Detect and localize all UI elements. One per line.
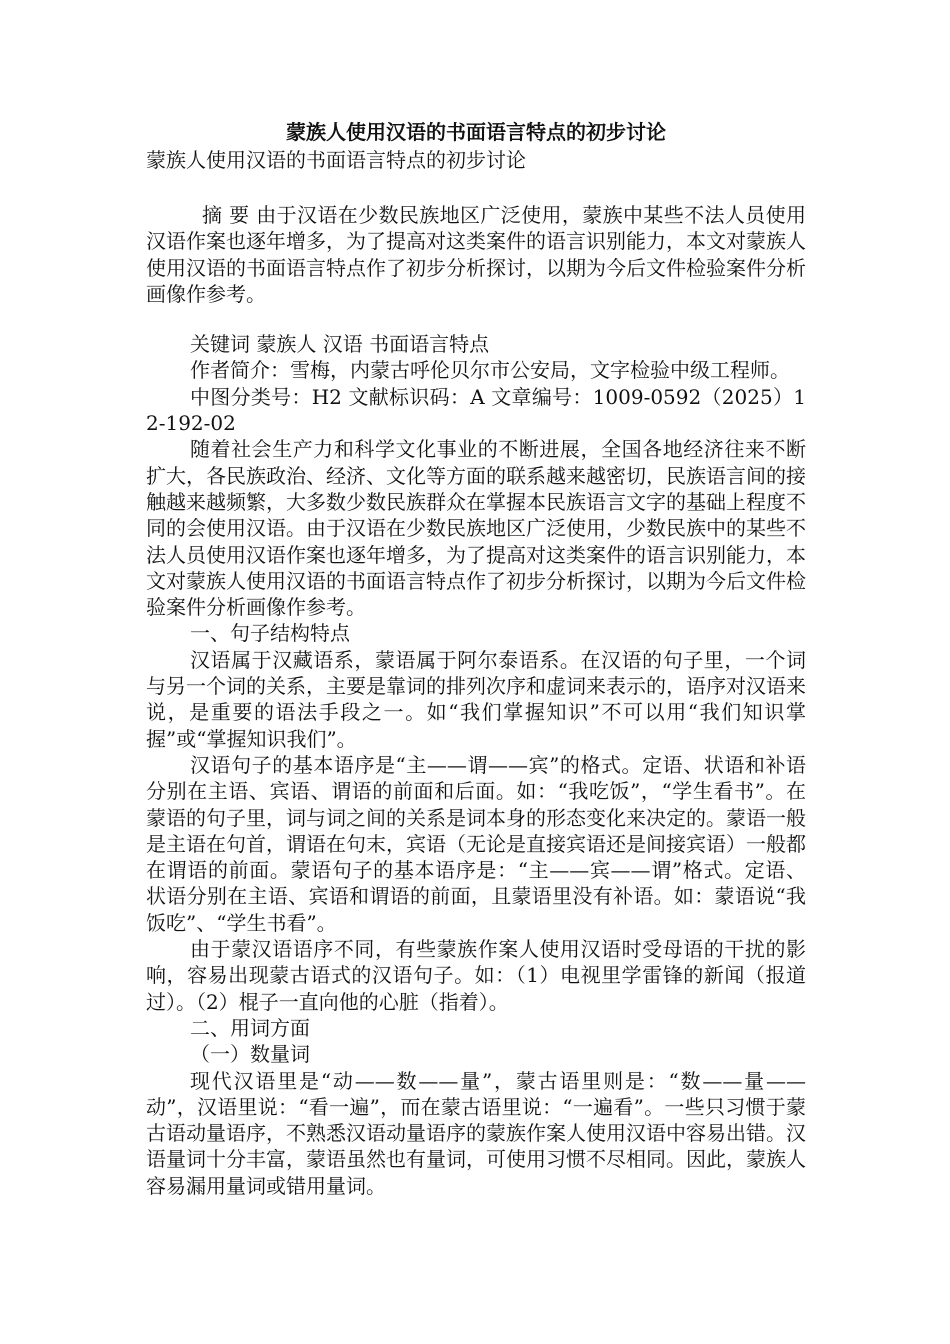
body-paragraph: 现代汉语里是“动——数——量”，蒙古语里则是：“数——量——动”，汉语里说：“看一遍”，而在蒙古语里说：“一遍看”。一些只习惯于蒙古语动量语序，不熟悉汉语动量语序的蒙族作案人使用汉语中容易出错。汉语量词十分丰富，蒙语虽然也有量词，可使用习惯不尽相同。因此，蒙族人容易漏用量词或错用量词。 xyxy=(146,1068,806,1198)
section-heading: 一、句子结构特点 xyxy=(190,621,350,646)
document-subtitle: 蒙族人使用汉语的书面语言特点的初步讨论 xyxy=(146,148,526,172)
body-paragraph: 由于蒙汉语语序不同，有些蒙族作案人使用汉语时受母语的干扰的影响，容易出现蒙古语式的汉语句子。如：（1）电视里学雷锋的新闻（报道过）。（2）棍子一直向他的心脏（指着）。 xyxy=(146,937,806,1014)
section-heading: 二、用词方面 xyxy=(190,1015,310,1040)
spacer xyxy=(146,174,806,202)
document-title: 蒙族人使用汉语的书面语言特点的初步讨论 xyxy=(286,120,666,144)
author-info: 作者简介：雪梅，内蒙古呼伦贝尔市公安局，文字检验中级工程师。 xyxy=(190,358,790,383)
subsection-heading: （一）数量词 xyxy=(190,1042,310,1067)
keywords: 关键词 蒙族人 汉语 书面语言特点 xyxy=(190,332,490,357)
spacer xyxy=(146,307,806,331)
classification-info: 中图分类号：H2 文献标识码：A 文章编号：1009-0592（2025）12-192-02 xyxy=(146,384,806,436)
document-page xyxy=(146,118,806,1199)
body-paragraph: 汉语属于汉藏语系，蒙语属于阿尔泰语系。在汉语的句子里，一个词与另一个词的关系，主要是靠词的排列次序和虚词来表示的，语序对汉语来说，是重要的语法手段之一。如“我们掌握知识”不可以用“我们知识掌握”或“掌握知识我们”。 xyxy=(146,647,806,751)
abstract: 摘 要 由于汉语在少数民族地区广泛使用，蒙族中某些不法人员使用汉语作案也逐年增多，为了提高对这类案件的语言识别能力，本文对蒙族人使用汉语的书面语言特点作了初步分析探讨，以期为今后文件检验案件分析画像作参考。 xyxy=(146,203,806,306)
body-paragraph: 随着社会生产力和科学文化事业的不断进展，全国各地经济往来不断扩大，各民族政治、经济、文化等方面的联系越来越密切，民族语言间的接触越来越频繁，大多数少数民族群众在掌握本民族语言文字的基础上程度不同的会使用汉语。由于汉语在少数民族地区广泛使用，少数民族中的某些不法人员使用汉语作案也逐年增多，为了提高对这类案件的语言识别能力，本文对蒙族人使用汉语的书面语言特点作了初步分析探讨，以期为今后文件检验案件分析画像作参考。 xyxy=(146,437,806,620)
body-paragraph: 汉语句子的基本语序是“主——谓——宾”的格式。定语、状语和补语分别在主语、宾语、谓语的前面和后面。如：“我吃饭”，“学生看书”。在蒙语的句子里，词与词之间的关系是词本身的形态变化来决定的。蒙语一般是主语在句首，谓语在句末，宾语（无论是直接宾语还是间接宾语）一般都在谓语的前面。蒙语句子的基本语序是：“主——宾——谓”格式。定语、状语分别在主语、宾语和谓语的前面，且蒙语里没有补语。如：蒙语说“我饭吃”、“学生书看”。 xyxy=(146,752,806,935)
